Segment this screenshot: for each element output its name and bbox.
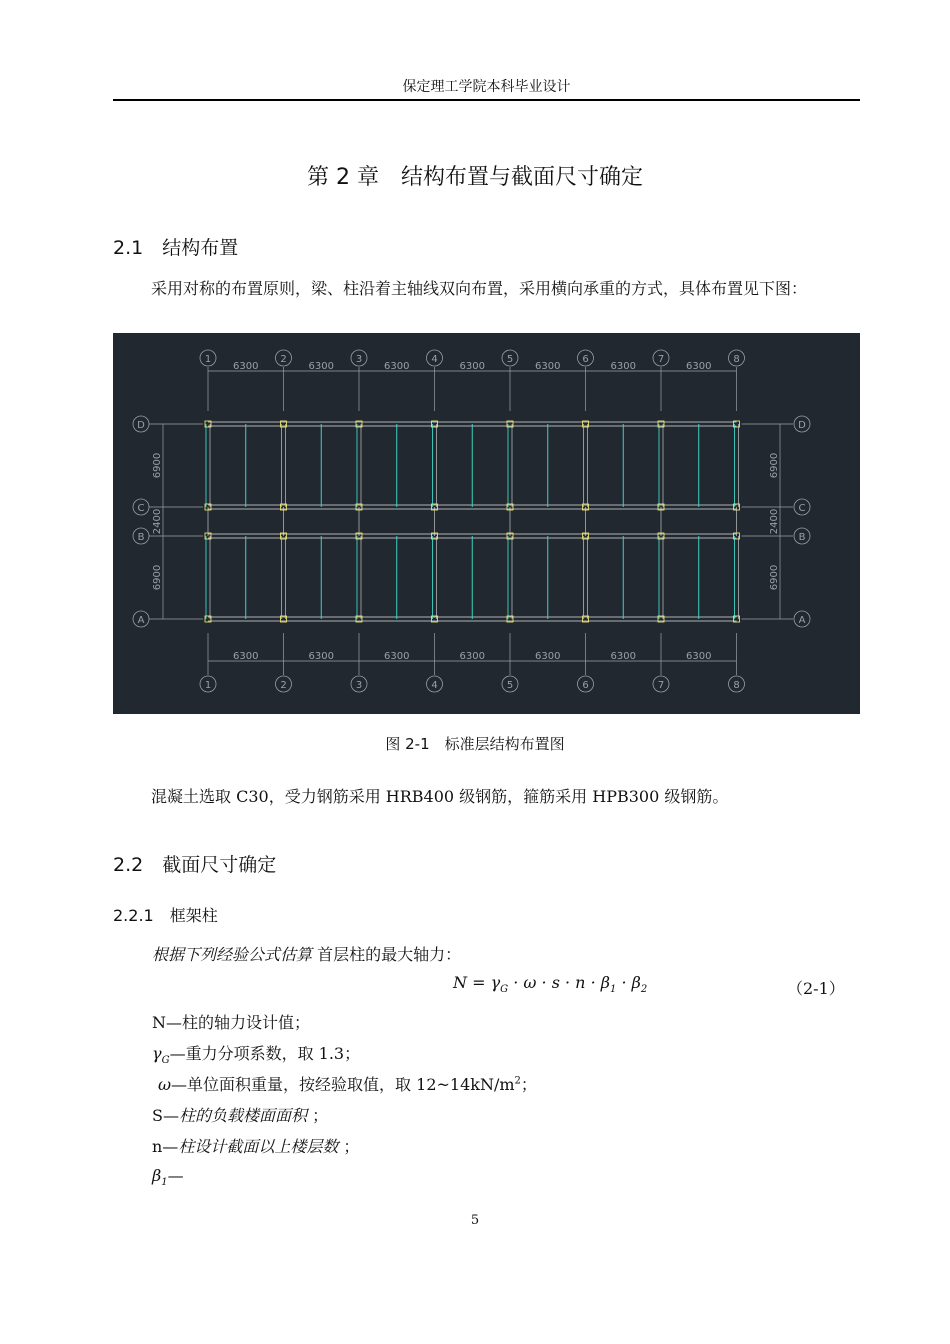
section-2-1-title: 2.1 结构布置 xyxy=(113,237,239,259)
page-header: 保定理工学院本科毕业设计 xyxy=(402,79,571,95)
formula-number: （2-1） xyxy=(787,979,845,998)
row-label: A xyxy=(137,615,145,626)
span-dimension: 6300 xyxy=(686,361,712,372)
axis-label: 5 xyxy=(506,680,514,691)
axis-label: 7 xyxy=(657,680,665,691)
span-dimension: 6300 xyxy=(610,361,636,372)
def-omega-text: —单位面积重量，按经验取值，取 12~14kN/m xyxy=(171,1075,515,1094)
section-2-2-title: 2.2 截面尺寸确定 xyxy=(113,854,277,876)
def-n: N—柱的轴力设计值； xyxy=(152,1013,311,1032)
formula-intro xyxy=(152,942,461,965)
axis-label: 3 xyxy=(355,354,363,365)
axis-label: 2 xyxy=(280,354,287,365)
span-dimension: 6300 xyxy=(308,361,334,372)
axis-label: 7 xyxy=(657,354,665,365)
row-span-dimension: 6900 xyxy=(769,452,780,479)
header-rule xyxy=(113,99,860,101)
def-n2-text: 柱设计截面以上楼层数 xyxy=(178,1137,339,1156)
row-label: A xyxy=(798,615,806,626)
layout-drawing xyxy=(113,333,860,714)
def-beta: $\beta_1—$ xyxy=(152,1166,184,1189)
span-dimension: 6300 xyxy=(233,651,259,662)
def-s-prefix: S— xyxy=(152,1106,179,1125)
def-n2: n—柱设计截面以上楼层数 ； xyxy=(152,1137,360,1156)
page-number: 5 xyxy=(470,1213,480,1228)
row-span-dimension: 6900 xyxy=(152,452,163,479)
row-label: B xyxy=(137,532,145,543)
concrete-paragraph: 混凝土选取 C30，受力钢筋采用 HRB400 级钢筋，箍筋采用 HPB300 级钢筋。 xyxy=(151,787,729,806)
span-dimension: 6300 xyxy=(384,651,410,662)
span-dimension: 6300 xyxy=(610,651,636,662)
def-s: S—柱的负载楼面面积 ； xyxy=(152,1106,329,1125)
section-2-1-paragraph: 采用对称的布置原则，梁、柱沿着主轴线双向布置，采用横向承重的方式，具体布置见下图： xyxy=(151,279,808,298)
axis-label: 6 xyxy=(582,354,589,365)
def-gamma: $\gamma_G—$重力分项系数，取 1.3； xyxy=(152,1044,361,1067)
span-dimension: 6300 xyxy=(308,651,334,662)
section-2-2-1-title: 2.2.1 框架柱 xyxy=(113,906,218,925)
row-span-dimension: 6900 xyxy=(152,564,163,591)
chapter-title: 第 2 章 结构布置与截面尺寸确定 xyxy=(307,165,643,190)
span-dimension: 6300 xyxy=(384,361,410,372)
axis-label: 1 xyxy=(204,680,212,691)
formula-intro-italic: 根据下列经验公式估算 xyxy=(152,945,313,964)
structural-layout-figure xyxy=(113,333,860,714)
formula-equation: $N = \gamma_G \cdot \omega \cdot s \cdot n \cdot \beta_1 \cdot \beta_2$ xyxy=(453,973,648,996)
axis-label: 4 xyxy=(431,354,438,365)
row-label: C xyxy=(798,503,806,514)
row-span-dimension: 2400 xyxy=(769,508,780,535)
span-dimension: 6300 xyxy=(459,651,485,662)
formula-intro-rest: 首层柱的最大轴力： xyxy=(317,945,462,964)
axis-label: 8 xyxy=(733,354,740,365)
row-label: D xyxy=(798,420,806,431)
axis-label: 4 xyxy=(431,680,438,691)
row-label: C xyxy=(137,503,145,514)
span-dimension: 6300 xyxy=(686,651,712,662)
axis-label: 5 xyxy=(506,354,514,365)
row-label: D xyxy=(137,420,145,431)
def-beta-text: — xyxy=(167,1166,184,1185)
def-gamma-text: —重力分项系数，取 1.3； xyxy=(169,1044,361,1063)
figure-caption: 图 2-1 标准层结构布置图 xyxy=(385,735,565,753)
span-dimension: 6300 xyxy=(535,361,561,372)
def-n2-prefix: n— xyxy=(152,1137,179,1156)
row-span-dimension: 6900 xyxy=(769,564,780,591)
axis-label: 8 xyxy=(733,680,740,691)
span-dimension: 6300 xyxy=(233,361,259,372)
axis-label: 3 xyxy=(355,680,363,691)
span-dimension: 6300 xyxy=(535,651,561,662)
axis-label: 2 xyxy=(280,680,287,691)
def-omega: ω—单位面积重量，按经验取值，取 $12\sim 14kN/m^2$； xyxy=(158,1075,537,1094)
span-dimension: 6300 xyxy=(459,361,485,372)
row-span-dimension: 2400 xyxy=(152,508,163,535)
axis-label: 1 xyxy=(204,354,212,365)
row-label: B xyxy=(798,532,806,543)
axis-label: 6 xyxy=(582,680,589,691)
def-s-text: 柱的负载楼面面积 xyxy=(178,1106,307,1125)
